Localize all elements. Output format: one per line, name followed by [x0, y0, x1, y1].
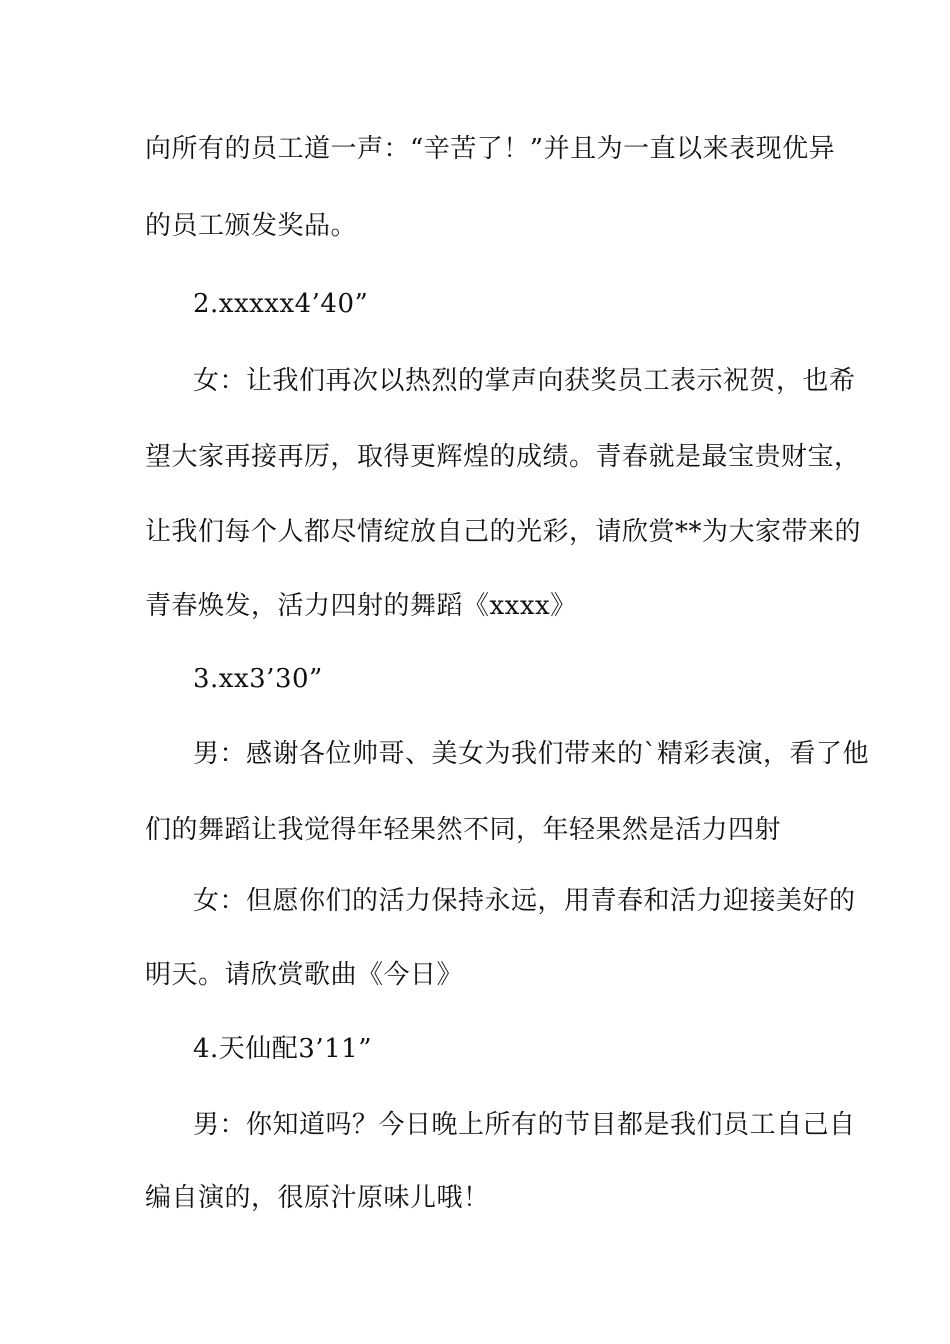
paragraph-line: 编自演的，很原汁原味儿哦！ — [145, 1183, 490, 1213]
paragraph-line: 男：感谢各位帅哥、美女为我们带来的`精彩表演，看了他 — [193, 739, 870, 769]
paragraph-line: 女：但愿你们的活力保持永远，用青春和活力迎接美好的 — [193, 886, 856, 916]
program-item-heading: 2.xxxxx4’40” — [193, 289, 369, 319]
paragraph-line: 向所有的员工道一声：“辛苦了！”并且为一直以来表现优异 — [145, 134, 836, 164]
paragraph-line: 女：让我们再次以热烈的掌声向获奖员工表示祝贺，也希 — [193, 366, 856, 396]
paragraph-line: 明天。请欣赏歌曲《今日》 — [145, 960, 464, 990]
paragraph-line: 男：你知道吗？今日晚上所有的节目都是我们员工自己自 — [193, 1110, 856, 1140]
program-item-heading: 4.天仙配3’11” — [193, 1034, 372, 1064]
paragraph-line: 的员工颁发奖品。 — [145, 211, 358, 241]
paragraph-line: 青春焕发，活力四射的舞蹈《xxxx》 — [145, 591, 577, 621]
paragraph-line: 让我们每个人都尽情绽放自己的光彩，请欣赏**为大家带来的 — [145, 517, 862, 547]
paragraph-line: 望大家再接再厉，取得更辉煌的成绩。青春就是最宝贵财宝， — [145, 442, 861, 472]
program-item-heading: 3.xx3’30” — [193, 664, 323, 694]
paragraph-line: 们的舞蹈让我觉得年轻果然不同，年轻果然是活力四射 — [145, 815, 782, 845]
